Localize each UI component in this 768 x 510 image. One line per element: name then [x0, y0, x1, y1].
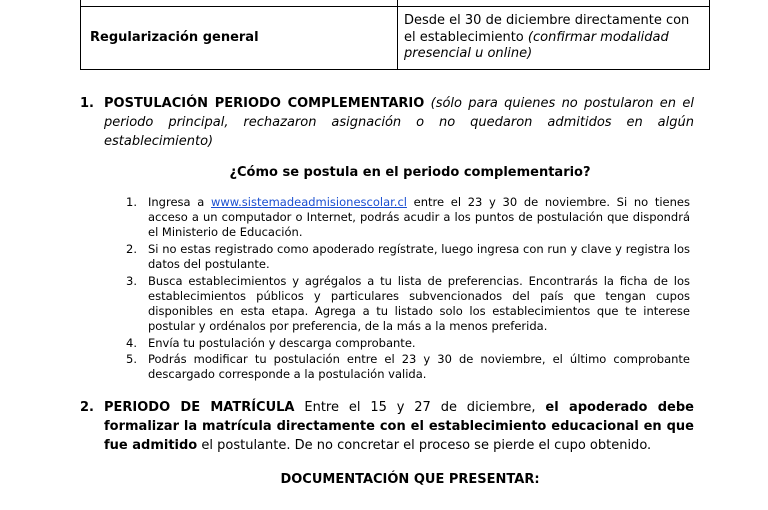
- section-1-title: POSTULACIÓN PERIODO COMPLEMENTARIO: [104, 96, 425, 111]
- section-2-number: 2.: [80, 400, 94, 415]
- documents-heading: DOCUMENTACIÓN QUE PRESENTAR:: [280, 472, 540, 487]
- section-2-emphasis: el apoderado debe formalizar la matrícula directamente con el establecimiento educacional en que fue admitido: [104, 400, 694, 453]
- row-value-note: (confirmar modalidad presencial u online): [404, 29, 669, 61]
- admission-site-link[interactable]: www.sistemadeadmisionescolar.cl: [210, 195, 407, 209]
- section-1-question: ¿Cómo se postula en el periodo complementario?: [229, 165, 591, 180]
- section-1-note: (sólo para quienes no postularon en el periodo principal, rechazaron asignación o no quedaron admitidos en algún establecimiento): [104, 96, 694, 149]
- section-1-number: 1.: [80, 96, 94, 111]
- table-row: [81, 7, 710, 70]
- admission-schedule-table: [80, 0, 710, 70]
- row-value: Desde el 30 de diciembre directamente con el establecimiento (confirmar modalidad presencial u online): [398, 7, 710, 70]
- row-label: Regularización general: [81, 7, 398, 70]
- section-1-heading: [80, 94, 694, 151]
- section-2-paragraph: 2. PERIODO DE MATRÍCULA Entre el 15 y 27 de diciembre, el apoderado debe formalizar la matrícula directamente con el establecimiento educacional en que fue admitido el postulante. De no concretar el proceso se pierde el cupo obtenido.: [80, 400, 694, 453]
- steps-list: 1. Ingresa a www.sistemadeadmisionescolar.cl entre el 23 y 30 de noviembre. Si no tienes acceso a un computador o Internet, podrás acudir a los puntos de postulación que dispondrá el Ministerio de Educación. 2. Si no estas registrado como apoderado regístrate, luego ingresa con run y clave y registra los datos del postulante. 3. Busca establecimientos y agrégalos a tu lista de preferencias. Encontrarás la ficha de los establecimientos públicos y particulares subvencionados del país que tengan cupos disponibles en esta etapa. Agrega a tu listado solo los establecimientos que te interese postular y ordénalos por preferencia, de la más a la menos preferida. 4. Envía tu postulación y descarga comprobante. 5. Podrás modificar tu postulación entre el 23 y 30 de noviembre, el último comprobante descargado corresponde a la postulación valida.: [126, 195, 690, 381]
- section-2-title: PERIODO DE MATRÍCULA: [104, 400, 295, 415]
